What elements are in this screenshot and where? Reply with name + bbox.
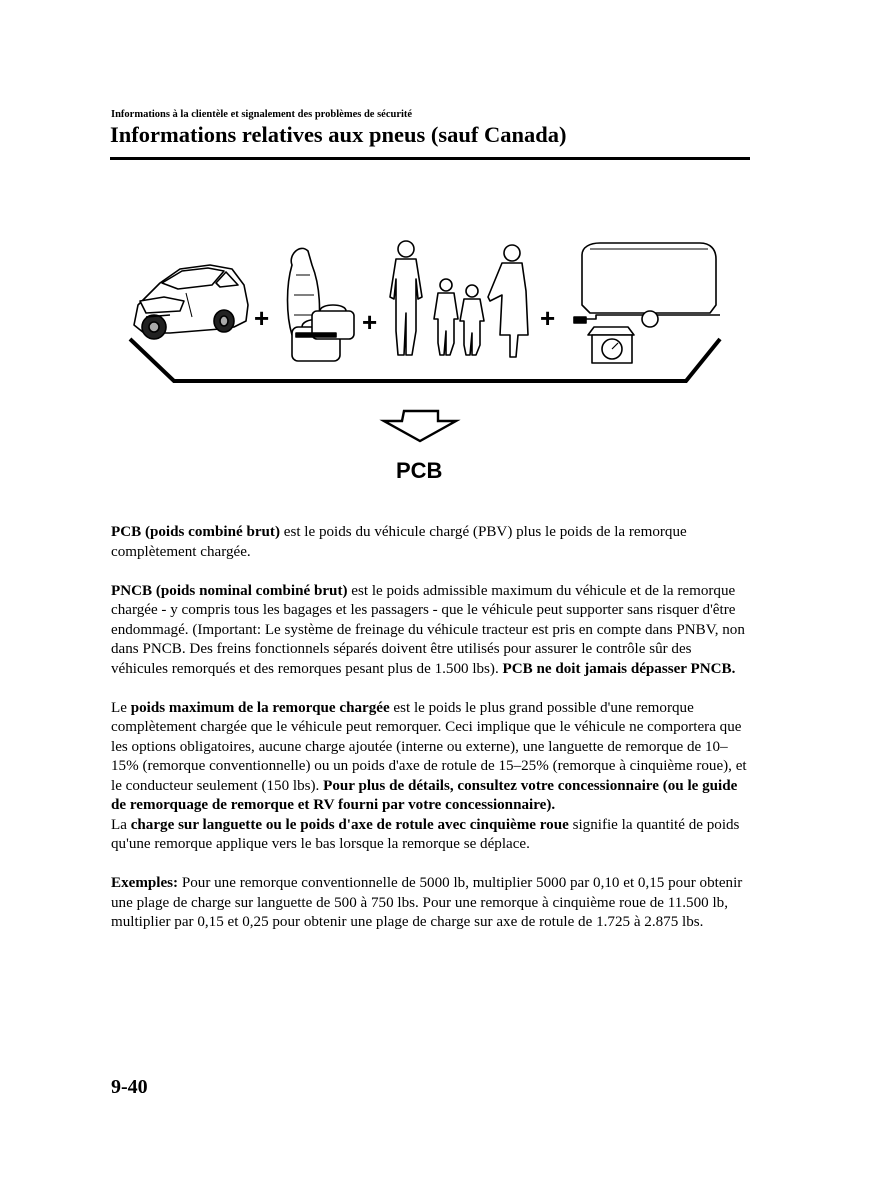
page-title: Informations relatives aux pneus (sauf Canada) <box>110 122 567 147</box>
gross-combined-weight-illustration <box>120 235 730 495</box>
pcb-label: PCB <box>396 458 443 483</box>
term-pcb: PCB (poids combiné brut) <box>111 524 280 540</box>
passengers-icon <box>390 241 528 357</box>
dealer-note: Pour plus de détails, consultez votre concessionnaire (ou le guide de remorquage de remorque et RV fourni par votre concessionnaire). <box>111 777 738 813</box>
paragraph-examples <box>111 874 747 933</box>
term-examples: Exemples: <box>111 875 179 891</box>
body-text <box>111 523 747 952</box>
paragraph-pncb <box>111 582 747 680</box>
car-icon <box>134 265 248 339</box>
text-span: est le poids le plus grand possible d'une remorque complètement chargée que le véhicule peut remorquer. Ceci implique que le véhicule ne comportera que les options obligatoires, aucune charge ajoutée (interne ou externe), une languette de remorque de 10–15% (remorque conventionnelle) ou un poids d'axe de rotule de 15–25% (remorque à cinquième roue), et le conducteur seulement (150 lbs). <box>111 699 747 794</box>
paragraph-pcb <box>111 523 747 562</box>
text-span: est le poids admissible maximum du véhicule et de la remorque chargée - y compris tous les bagages et les passagers - que le véhicule peut supporter sans risquer d'être endommagé. (Important: Le système de freinage du véhicule tracteur est pris en compte dans PNBV, non dans PNCB. Des freins fonctionnels séparés doivent être utilisés pour assurer le contrôle sûr des véhicules remorqués et des remorques pesant plus de 1.500 lbs). <box>111 582 745 677</box>
term-pncb: PNCB (poids nominal combiné brut) <box>111 582 348 599</box>
text-span: signifie la quantité de poids qu'une remorque applique vers le bas lorsque la remorque se déplace. <box>111 816 740 852</box>
plus-sign-3: + <box>540 303 556 333</box>
trailer-icon <box>574 243 720 363</box>
text-span: Pour une remorque conventionnelle de 5000 lb, multiplier 5000 par 0,10 et 0,15 pour obtenir une plage de charge sur languette de 500 à 750 lbs. Pour une remorque à cinquième roue de 11.500 lb, multiplier par 0,15 et 0,25 pour obtenir une plage de charge sur axe de rotule de 1.725 à 2.875 lbs. <box>111 875 743 930</box>
text-span: Le <box>111 699 131 716</box>
warning-pcb-pncb: PCB ne doit jamais dépasser PNCB. <box>502 660 736 677</box>
section-header: Informations à la clientèle et signalement des problèmes de sécurité <box>111 109 413 120</box>
text-span: est le poids du véhicule chargé (PBV) plus le poids de la remorque complètement chargée. <box>111 524 687 560</box>
text-span: La <box>111 816 131 833</box>
term-max-trailer-weight: poids maximum de la remorque chargée <box>130 699 390 716</box>
plus-sign-1: + <box>254 303 270 333</box>
paragraph-max-trailer-weight <box>111 699 747 816</box>
page-number: 9-40 <box>111 1076 148 1098</box>
down-arrow-icon <box>384 411 456 441</box>
paragraph-tongue-load <box>111 816 747 855</box>
term-tongue-load: charge sur languette ou le poids d'axe de rotule avec cinquième roue <box>130 816 569 833</box>
luggage-icon <box>288 248 355 361</box>
title-rule <box>110 157 750 160</box>
plus-sign-2: + <box>362 307 378 337</box>
